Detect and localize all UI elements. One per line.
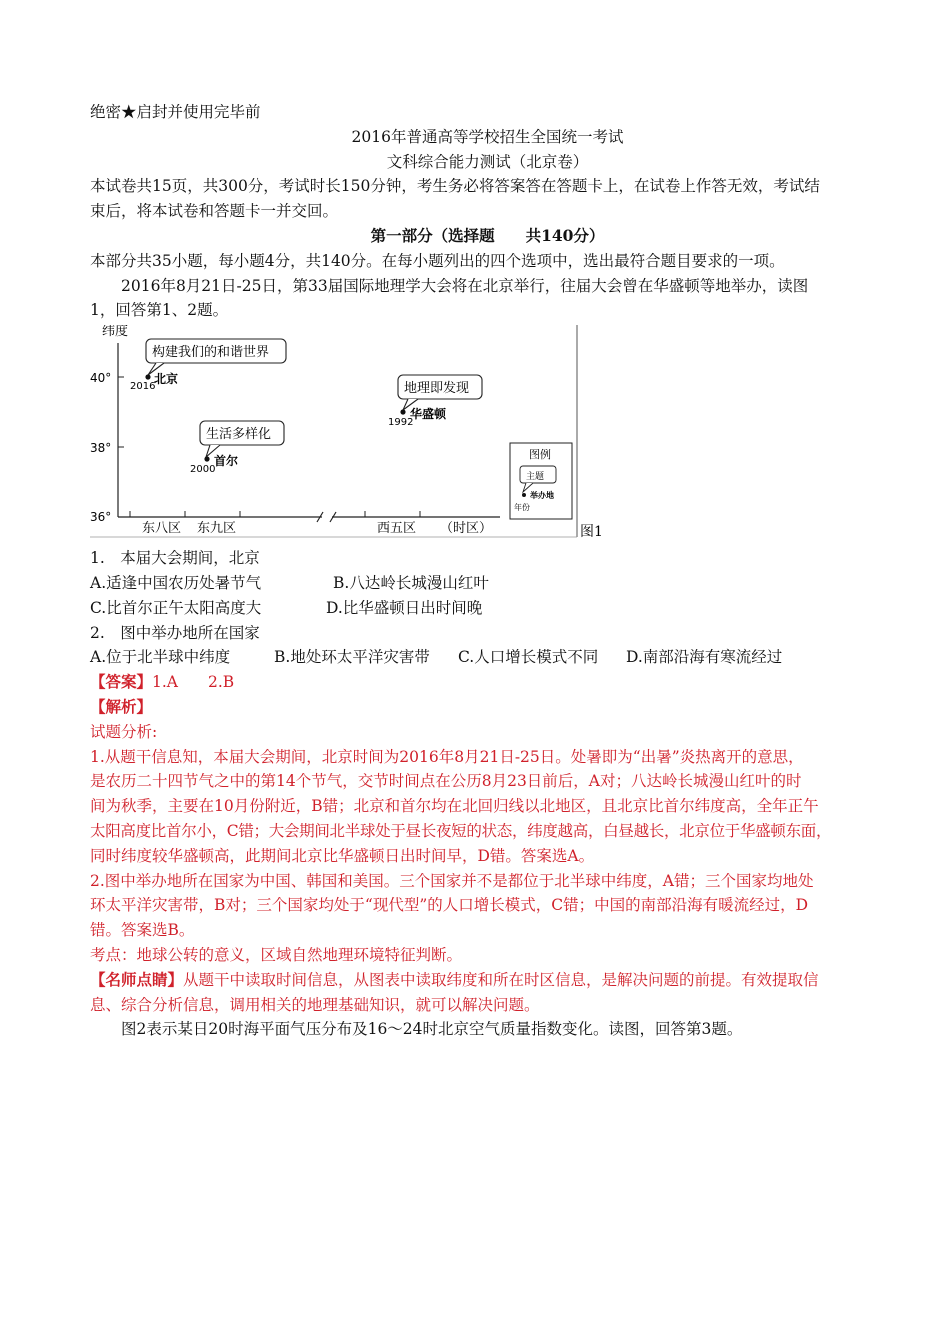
intro-line-2: 束后，将本试卷和答题卡一并交回。 xyxy=(90,202,339,221)
q2-option-c: C.人口增长模式不同 xyxy=(458,648,599,667)
analysis-p1-line-3: 间为秋季，主要在10月份附近，B错；北京和首尔均在北回归线以北地区，且北京比首尔纬度高，全年正午 xyxy=(90,797,819,816)
secret-line: 绝密★启封并使用完毕前 xyxy=(90,103,261,121)
answer-line xyxy=(90,670,865,695)
document-page xyxy=(90,100,865,1042)
year-washington: 1992 xyxy=(388,417,414,429)
theme-seoul: 生活多样化 xyxy=(206,427,272,443)
theme-washington: 地理即发现 xyxy=(404,381,470,397)
figure-1-svg xyxy=(90,325,650,540)
q1-options-row-1 xyxy=(90,571,865,596)
point-beijing xyxy=(145,375,150,380)
question-stem-line-2: 1，回答第1、2题。 xyxy=(90,301,229,320)
analysis-p2-line-3: 错。答案选B。 xyxy=(90,921,195,940)
figure-1 xyxy=(90,325,865,540)
q2-options-row xyxy=(90,645,865,670)
legend-year-label: 年份 xyxy=(514,503,530,513)
theme-beijing: 构建我们的和谐世界 xyxy=(152,345,270,361)
q1-stem: 1. 本届大会期间，北京 xyxy=(90,549,260,568)
q1-option-a: A.适逢中国农历处暑节气 xyxy=(90,573,262,592)
teacher-tip-label: 【名师点睛】 xyxy=(90,969,184,989)
y-tick-label-38: 38° xyxy=(90,441,112,456)
analysis-label: 【解析】 xyxy=(90,696,153,716)
x-axis-unit: （时区） xyxy=(440,521,493,537)
x-tick-label-e9: 东九区 xyxy=(197,521,237,537)
analysis-p1-line-5: 同时纬度较华盛顿高，此期间北京比华盛顿日出时间早，D错。答案选A。 xyxy=(90,846,595,865)
answer-label: 【答案】 xyxy=(90,672,153,692)
analysis-p1-line-1: 1.从题干信息知，本届大会期间，北京时间为2016年8月21日-25日。处暑即为“出暑”炎热离开的意思， xyxy=(90,747,804,766)
analysis-p2-line-1: 2.图中举办地所在国家为中国、韩国和美国。三个国家并不是都位于北半球中纬度，A错；三个国家均地处 xyxy=(90,871,814,890)
legend-place-label: 举办地 xyxy=(530,491,554,501)
y-axis-label: 纬度 xyxy=(102,325,129,340)
question-stem-line-1: 2016年8月21日-25日，第33届国际地理学大会将在北京举行，往届大会曾在华盛顿等地举办，读图 xyxy=(121,276,809,295)
x-tick-label-w5: 西五区 xyxy=(377,521,417,537)
figure-caption: 图1 xyxy=(580,524,603,541)
place-seoul: 首尔 xyxy=(214,454,239,469)
year-beijing: 2016 xyxy=(130,381,156,393)
y-tick-label-36: 36° xyxy=(90,510,112,525)
part1-description: 本部分共35小题，每小题4分，共140分。在每小题列出的四个选项中，选出最符合题目要求的一项。 xyxy=(90,251,785,270)
part1-heading: 第一部分（选择题 共140分） xyxy=(370,225,605,245)
analysis-p1-line-2: 是农历二十四节气之中的第14个节气，交节时间点在公历8月23日前后，A对；八达岭长城漫山红叶的时 xyxy=(90,772,802,791)
teacher-tip-line-1 xyxy=(90,968,865,993)
q2-option-b: B.地处环太平洋灾害带 xyxy=(274,648,430,667)
point-seoul xyxy=(204,457,209,462)
year-seoul: 2000 xyxy=(190,464,216,476)
x-tick-label-e8: 东八区 xyxy=(142,521,182,537)
analysis-kaodian: 考点：地球公转的意义，区域自然地理环境特征判断。 xyxy=(90,945,463,964)
answer-2: 2.B xyxy=(208,673,235,692)
answer-1: 1.A xyxy=(152,673,178,692)
analysis-subtitle: 试题分析: xyxy=(90,722,158,741)
teacher-tip-line-2: 息、综合分析信息，调用相关的地理基础知识，就可以解决问题。 xyxy=(90,995,540,1014)
exam-subtitle: 文科综合能力测试（北京卷） xyxy=(386,152,589,171)
q2-option-a: A.位于北半球中纬度 xyxy=(90,648,231,667)
legend-theme-label: 主题 xyxy=(526,472,545,483)
q1-options-row-2 xyxy=(90,596,865,621)
point-washington xyxy=(400,410,405,415)
teacher-tip-text-1: 从题干中读取时间信息，从图表中读取纬度和所在时区信息，是解决问题的前提。有效提取信 xyxy=(183,970,819,989)
q2-option-d: D.南部沿海有寒流经过 xyxy=(626,648,783,667)
place-beijing: 北京 xyxy=(154,372,179,387)
y-tick-label-40: 40° xyxy=(90,371,112,386)
q2-stem: 2. 图中举办地所在国家 xyxy=(90,623,260,642)
q1-option-c: C.比首尔正午太阳高度大 xyxy=(90,598,262,617)
q1-option-b: B.八达岭长城漫山红叶 xyxy=(333,573,489,592)
legend-point xyxy=(522,493,526,497)
intro-line-1: 本试卷共15页，共300分，考试时长150分钟，考生务必将答案答在答题卡上，在试卷上作答无效，考试结 xyxy=(90,177,820,196)
next-question-stem: 图2表示某日20时海平面气压分布及16～24时北京空气质量指数变化。读图，回答第3题。 xyxy=(121,1020,743,1039)
q1-option-d: D.比华盛顿日出时间晚 xyxy=(326,598,483,617)
place-washington: 华盛顿 xyxy=(410,407,447,422)
analysis-p2-line-2: 环太平洋灾害带，B对；三个国家均处于“现代型”的人口增长模式，C错；中国的南部沿海有暖流经过，D xyxy=(90,896,809,915)
exam-title: 2016年普通高等学校招生全国统一考试 xyxy=(351,127,624,146)
legend-title: 图例 xyxy=(529,448,551,462)
analysis-p1-line-4: 太阳高度比首尔小，C错；大会期间北半球处于昼长夜短的状态，纬度越高，白昼越长，北京位于华盛顿东面， xyxy=(90,821,832,840)
